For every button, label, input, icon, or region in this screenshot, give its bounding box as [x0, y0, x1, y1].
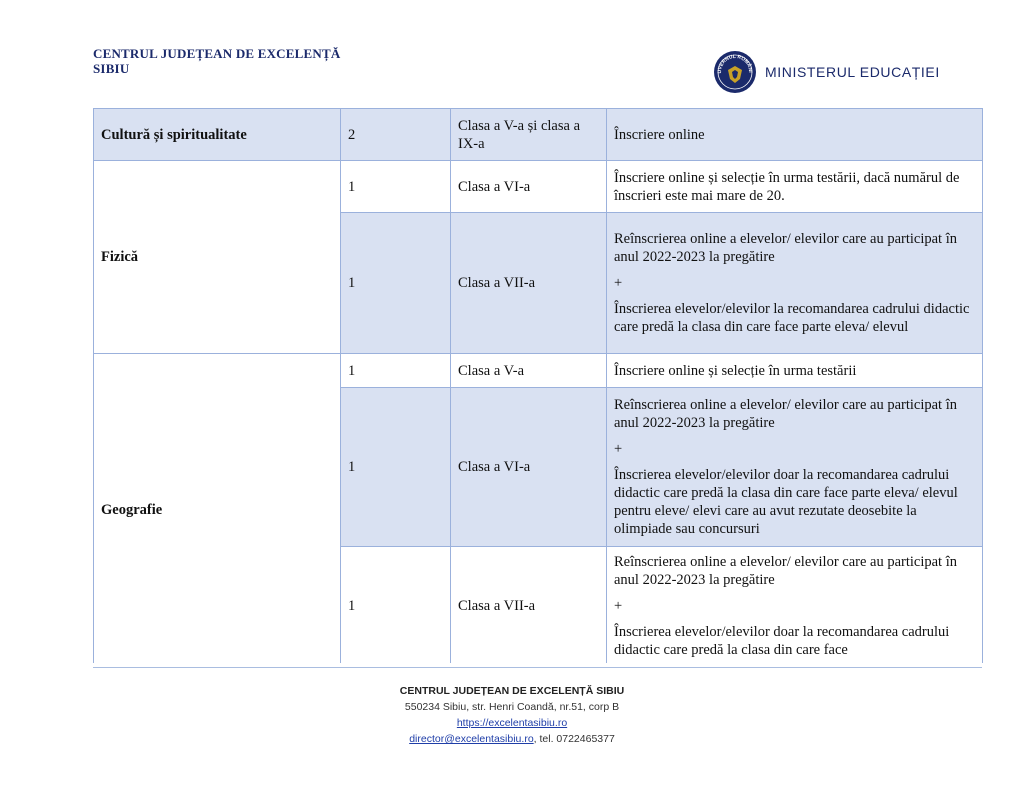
class-cell: Clasa a VII-a: [451, 547, 607, 664]
description-cell: [607, 109, 983, 161]
groups-cell: 1: [341, 547, 451, 664]
description-text: Înscriere online și selecție în urma testării, dacă numărul de înscrieri este mai mare de 20.: [614, 169, 960, 204]
footer-email-link[interactable]: director@excelentasibiu.ro: [409, 733, 534, 745]
groups-cell: 1: [341, 161, 451, 213]
subject-cell: Geografie: [94, 354, 341, 664]
program-table: [93, 108, 983, 663]
groups-cell: 2: [341, 109, 451, 161]
class-cell: Clasa a VII-a: [451, 213, 607, 354]
description-text: Înscriere online: [614, 126, 705, 143]
class-cell: Clasa a V-a și clasa a IX-a: [451, 109, 607, 161]
description-cell: [607, 547, 983, 664]
organization-title-line1: CENTRUL JUDEȚEAN DE EXCELENȚĂ: [93, 46, 341, 61]
description-cell: [607, 354, 983, 388]
footer-website-link[interactable]: https://excelentasibiu.ro: [456, 717, 568, 729]
description-plus: +: [614, 275, 623, 291]
description-plus: +: [614, 598, 623, 614]
description-plus: +: [614, 441, 623, 457]
table-row: [94, 109, 983, 161]
groups-cell: 1: [341, 354, 451, 388]
description-text: Înscrierea elevelor/elevilor doar la recomandarea cadrului didactic care predă la clasa din care face parte eleva/ elevul pentru eleve/ elevi care au avut rezutate deosebite la olimpiade sau concursuri: [614, 467, 958, 537]
footer-divider: [93, 667, 982, 668]
description-text: Reînscrierea online a elevelor/ elevilor care au participat în anul 2022-2023 la pregătire: [614, 231, 957, 265]
ministry-name: MINISTERUL EDUCAȚIEI: [765, 64, 940, 80]
subject-cell: Fizică: [94, 161, 341, 354]
seal-text: UVERNUL ROMÂNI: [716, 53, 754, 74]
description-text: Reînscrierea online a elevelor/ elevilor care au participat în anul 2022-2023 la pregătire: [614, 397, 957, 431]
groups-cell: 1: [341, 213, 451, 354]
class-cell: Clasa a V-a: [451, 354, 607, 388]
table-row: [94, 161, 983, 213]
table-row: [94, 354, 983, 388]
description-text: Înscrierea elevelor/elevilor la recomandarea cadrului didactic care predă la clasa din care face parte eleva/ elevul: [614, 301, 970, 335]
description-text: Înscriere online și selecție în urma testării: [614, 362, 857, 379]
description-cell: [607, 388, 983, 547]
footer-address: 550234 Sibiu, str. Henri Coandă, nr.51, corp B: [404, 701, 620, 713]
description-text: Înscrierea elevelor/elevilor doar la recomandarea cadrului didactic care predă la clasa din care face: [614, 624, 950, 658]
page-footer: [0, 683, 1024, 747]
class-cell: Clasa a VI-a: [451, 161, 607, 213]
description-text: Reînscrierea online a elevelor/ elevilor care au participat în anul 2022-2023 la pregătire: [614, 554, 957, 588]
groups-cell: 1: [341, 388, 451, 547]
class-cell: Clasa a VI-a: [451, 388, 607, 547]
footer-title: CENTRUL JUDEȚEAN DE EXCELENȚĂ SIBIU: [399, 685, 625, 697]
description-cell: [607, 161, 983, 213]
footer-phone: , tel. 0722465377: [533, 733, 615, 745]
subject-cell: Cultură și spiritualitate: [94, 109, 341, 161]
description-cell: [607, 213, 983, 354]
organization-title-line2: SIBIU: [93, 61, 130, 76]
